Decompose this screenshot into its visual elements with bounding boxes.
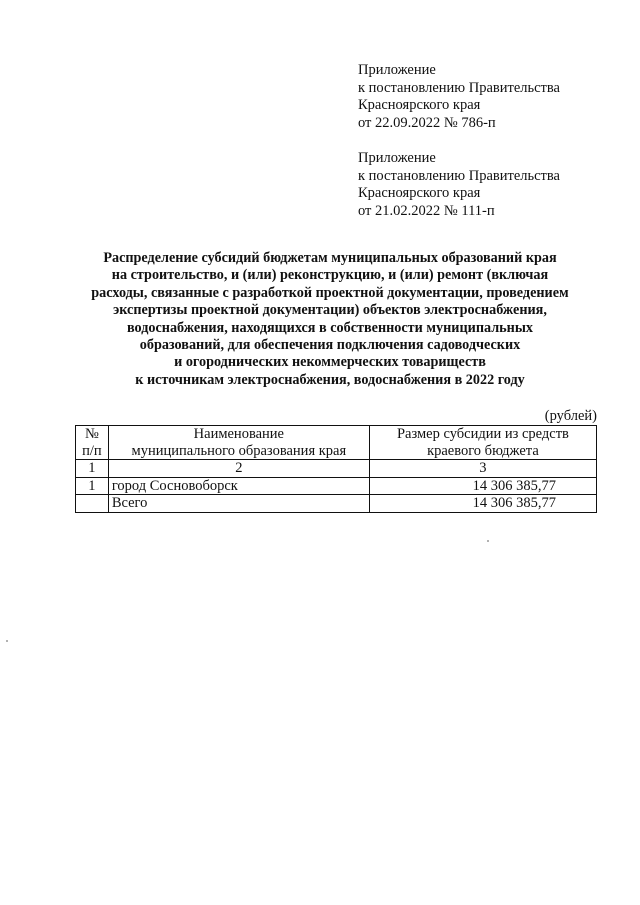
appendix-decree-ref: к постановлению Правительства [358,167,560,184]
header-municipality-line: муниципального образования края [131,442,347,459]
column-number-row [76,460,597,478]
header-amount-line: Размер субсидии из средств [396,426,569,442]
table-header-row [76,426,597,460]
appendix-decree-ref: к постановлению Правительства [358,79,560,96]
units-label: (рублей) [544,408,597,424]
total-label: Всего [108,495,369,513]
title-line: и огороднических некоммерческих товариществ [174,354,486,371]
title-line: на строительство, и (или) реконструкцию, и (или) ремонт (включая [111,267,549,284]
title-line: образований, для обеспечения подключения садоводческих [139,337,521,354]
appendix-date-number: от 22.09.2022 № 786-п [358,114,496,131]
appendix-block-original [358,150,618,220]
header-amount-line: краевого бюджета [427,442,539,459]
header-number-line: № [84,426,99,442]
subsidies-table [75,425,597,513]
title-line: расходы, связанные с разработкой проектной документации, проведением [91,284,569,301]
title-line: Распределение субсидий бюджетам муниципальных образований края [103,250,557,266]
table-row [76,477,597,495]
scan-speck [6,640,8,642]
header-number-line: п/п [82,442,102,459]
total-number [76,495,109,513]
appendix-date-number: от 21.02.2022 № 111-п [358,202,495,219]
header-amount [369,426,596,460]
appendix-region: Красноярского края [358,185,481,201]
title-line: водоснабжения, находящихся в собственности муниципальных [126,319,534,336]
row-number: 1 [76,477,109,495]
column-number: 3 [369,460,596,478]
document-title [60,250,600,389]
total-row [76,495,597,513]
row-municipality: город Сосновоборск [108,477,369,495]
header-municipality [108,426,369,460]
appendix-block-current [358,62,618,132]
column-number: 2 [108,460,369,478]
appendix-heading: Приложение [358,62,436,78]
column-number: 1 [76,460,109,478]
header-municipality-line: Наименование [193,426,284,442]
title-line: к источникам электроснабжения, водоснабжения в 2022 году [135,371,525,388]
row-amount: 14 306 385,77 [369,477,596,495]
header-number [76,426,109,460]
appendix-region: Красноярского края [358,97,481,113]
title-line: экспертизы проектной документации) объектов электроснабжения, [113,302,547,319]
scan-speck [487,540,489,542]
appendix-heading: Приложение [358,150,436,166]
total-amount: 14 306 385,77 [369,495,596,513]
